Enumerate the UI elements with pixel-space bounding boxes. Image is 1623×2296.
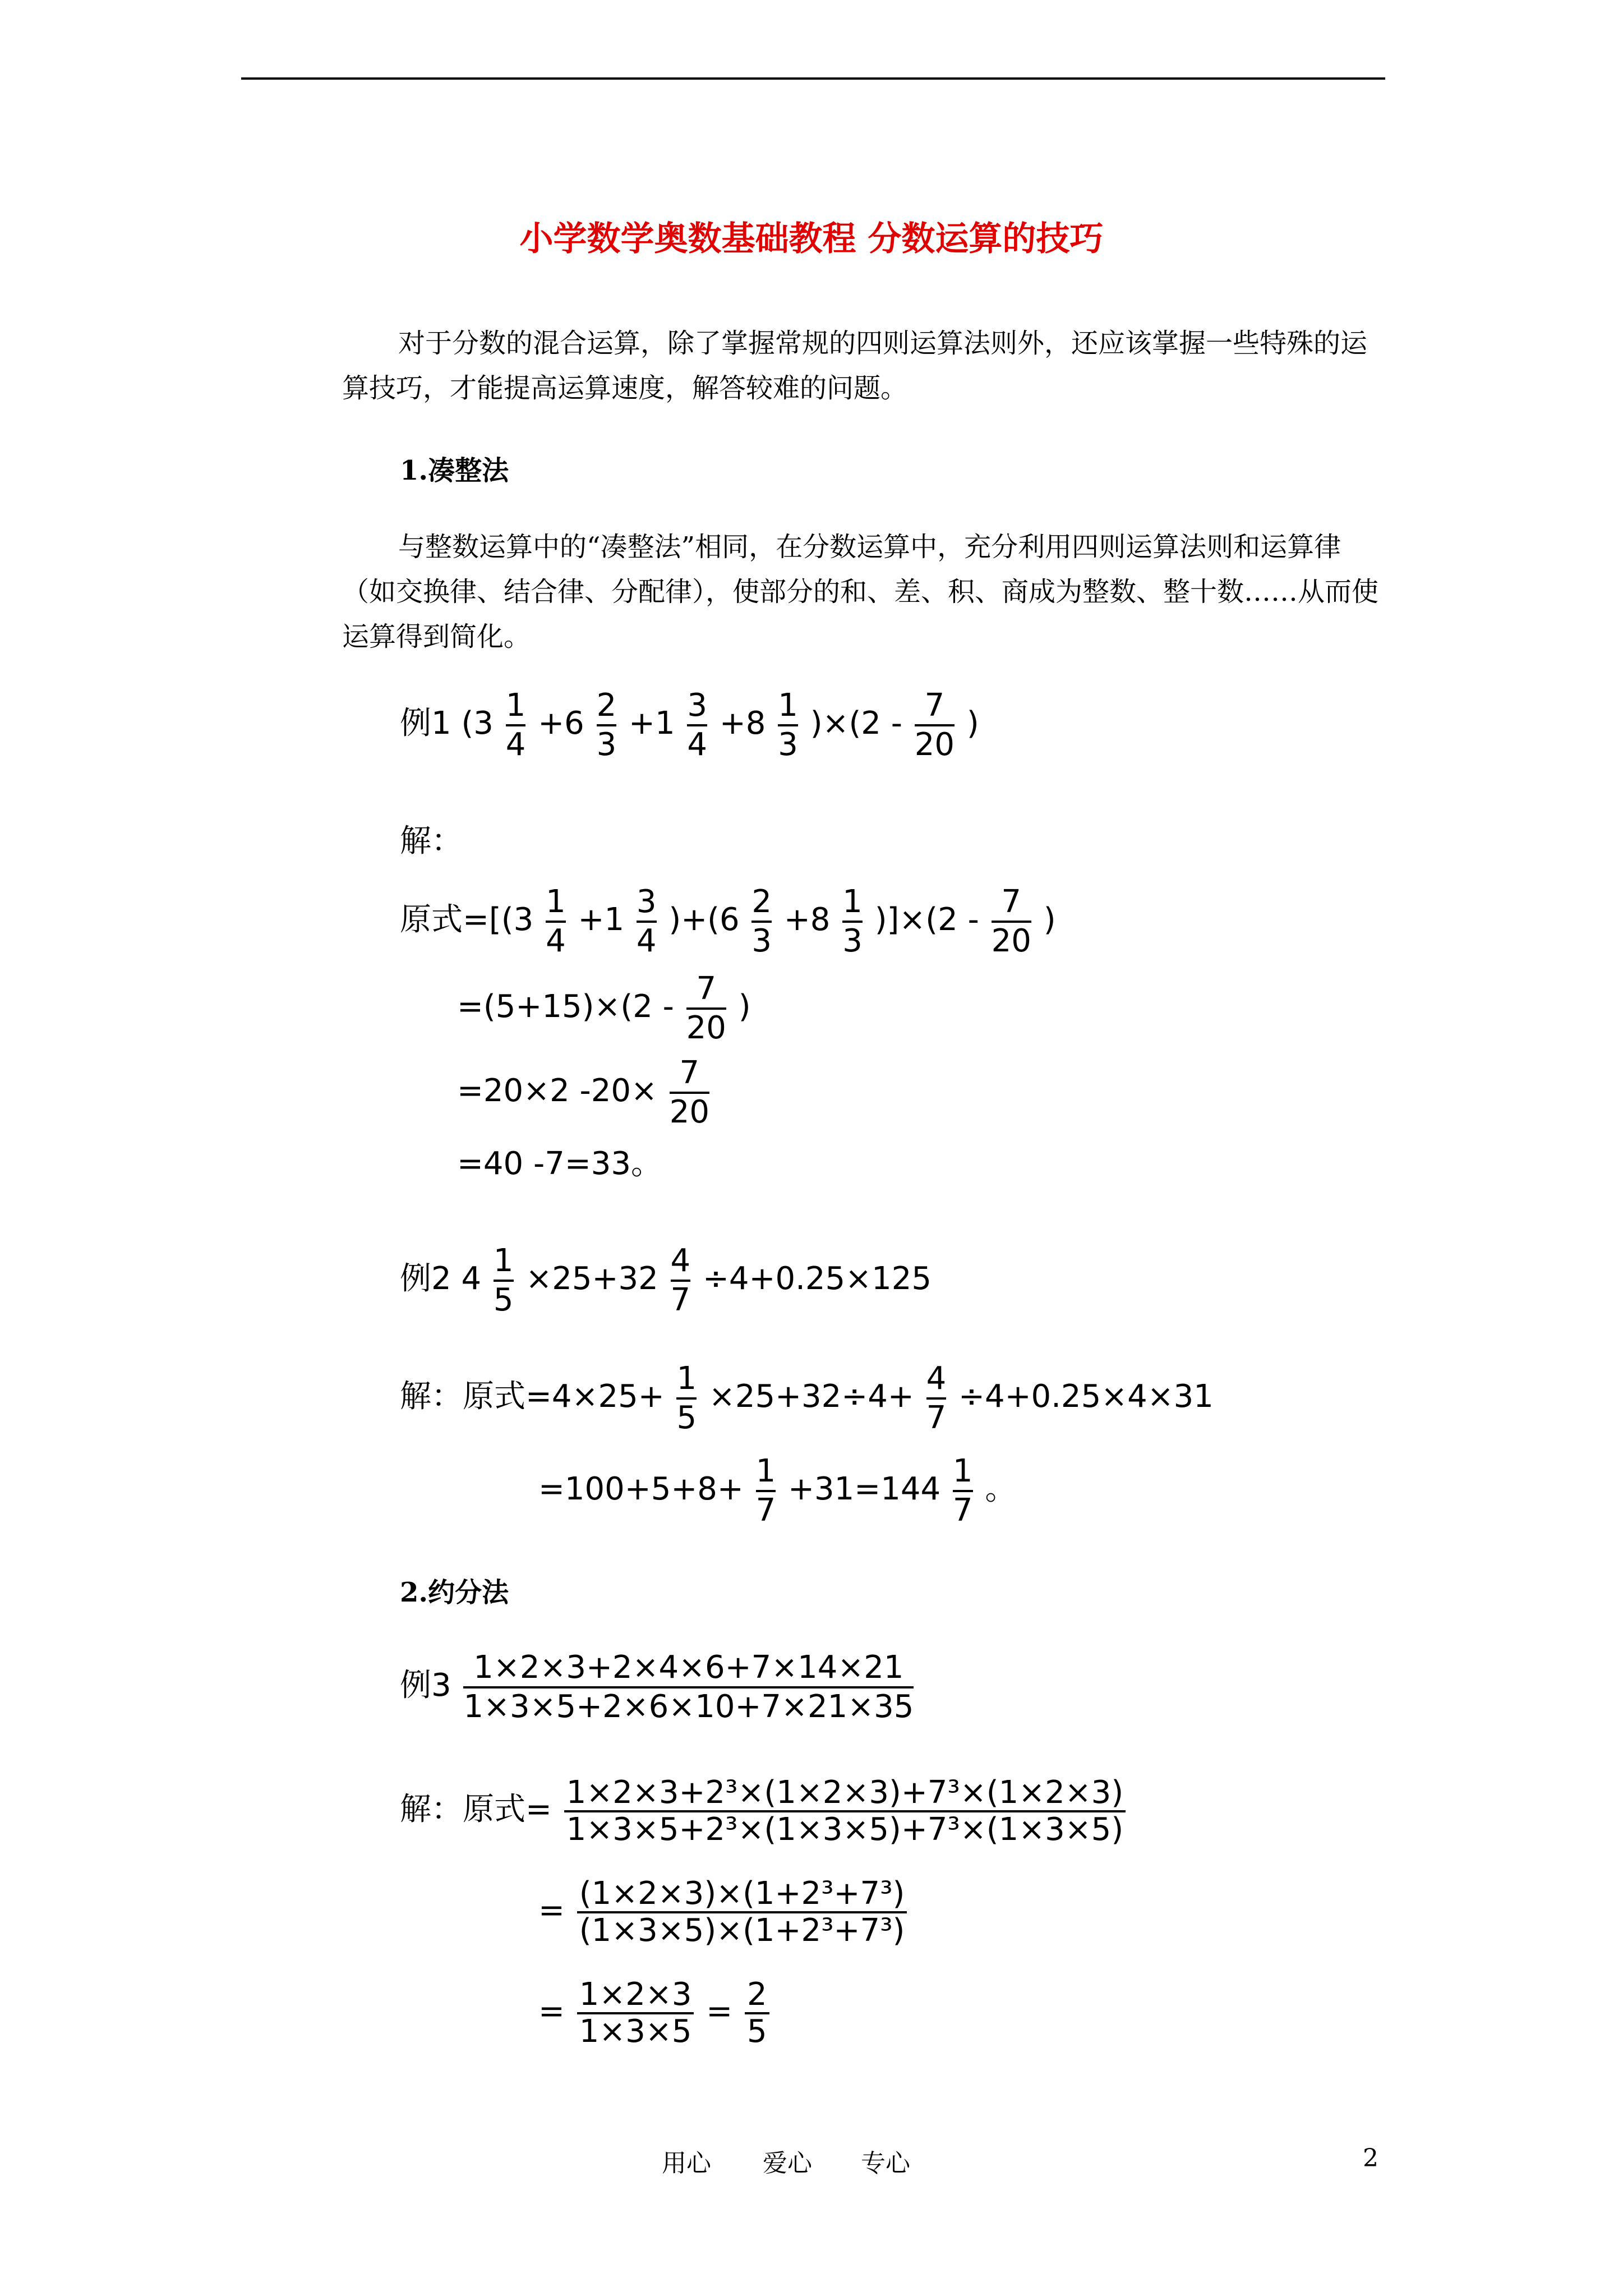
math-text: =20×2 -20× (457, 1073, 657, 1110)
footer-word-3: 专心 (861, 2149, 910, 2178)
math-text: =100+5+8+ (538, 1471, 744, 1508)
fraction: $\frac{3}{4}$ (687, 687, 708, 763)
solution-1-label: 解： (400, 823, 463, 859)
fraction: $\frac{1}{5}$ (676, 1360, 697, 1436)
math-text: 4 (461, 1260, 482, 1297)
math-text: 。 (985, 1471, 1017, 1508)
solution-3-line-1 (400, 1775, 1128, 1847)
solution-2-line-2 (538, 1453, 1016, 1529)
math-text: (3 (461, 705, 494, 742)
fraction: $\frac{1\times 2\times 3}{1\times 3\times 5}$ (577, 1977, 694, 2049)
solution-1-line-3 (457, 1055, 712, 1131)
math-text: ×25+32÷4+ (708, 1378, 914, 1415)
math-text: +31=144 (788, 1471, 941, 1508)
example-label: 例3 (400, 1667, 451, 1704)
math-text: ×25+32 (525, 1260, 658, 1297)
math-text: )+(6 (668, 901, 740, 938)
math-text: +8 (783, 901, 831, 938)
math-text: +6 (538, 705, 584, 742)
math-text: ) (966, 705, 979, 742)
fraction: $\frac{\text{1×2×3+2³×(1×2×3)+7³×(1×2×3)}}{\text{1×3×5+2³×(1×3×5)+7³×(1×3×5)}}$ (564, 1775, 1126, 1847)
solution-3-line-2 (538, 1876, 909, 1948)
math-text: +1 (629, 705, 675, 742)
fraction: $\frac{4}{7}$ (670, 1243, 691, 1318)
fraction: $\frac{1\times 2\times 3+2\times 4\times 6+7\times 14\times 21}{1\times 3\times 5+2\times 6\times 10+7\times 21\times 35}$ (463, 1649, 914, 1725)
fraction: $\frac{4}{7}$ (926, 1360, 947, 1436)
example-2 (400, 1243, 932, 1319)
math-text: 解：原式= (400, 1791, 552, 1828)
math-text: ÷4+0.25×4×31 (958, 1378, 1214, 1415)
fraction: $\frac{2}{3}$ (596, 687, 617, 763)
example-1 (400, 687, 979, 763)
fraction: $\frac{7}{20}$ (686, 970, 726, 1046)
solution-2-line-1 (400, 1360, 1214, 1437)
math-text: ) (1043, 901, 1056, 938)
fraction: $\frac{1}{7}$ (755, 1453, 776, 1529)
section-heading-1: 1.凑整法 (400, 455, 509, 486)
header-rule (241, 77, 1385, 80)
fraction: $\frac{1}{3}$ (842, 884, 863, 959)
fraction: $\frac{2}{3}$ (751, 884, 772, 959)
fraction: $\frac{1}{7}$ (952, 1453, 973, 1529)
math-text: = (538, 1993, 565, 2030)
math-text: )]×(2 - (874, 901, 979, 938)
fraction: $\frac{7}{20}$ (669, 1055, 709, 1130)
math-text: +8 (719, 705, 766, 742)
math-text: )×(2 - (810, 705, 902, 742)
math-text: 原式=[(3 (400, 901, 534, 938)
solution-1-line-2 (457, 970, 751, 1047)
math-text: 解：原式=4×25+ (400, 1378, 665, 1415)
section-heading-2: 2.约分法 (400, 1577, 509, 1608)
fraction: $\frac{2}{5}$ (745, 1977, 769, 2049)
example-3 (400, 1649, 916, 1726)
math-text: ) (738, 988, 751, 1025)
solution-1-line-1 (400, 884, 1056, 960)
fraction: $\frac{1}{3}$ (778, 687, 798, 763)
page-number: 2 (1363, 2144, 1378, 2173)
math-text: +1 (578, 901, 625, 938)
math-text: = (706, 1993, 733, 2030)
fraction: $\frac{1}{4}$ (546, 884, 566, 959)
section1-paragraph: 与整数运算中的“凑整法”相同，在分数运算中，充分利用四则运算法则和运算律（如交换律、结合律、分配律），使部分的和、差、积、商成为整数、整十数……从而使运算得到简化。 (342, 531, 1379, 652)
page-title: 小学数学奥数基础教程 分数运算的技巧 (519, 219, 1104, 259)
fraction: $\frac{1}{4}$ (505, 687, 526, 763)
example-label: 例1 (400, 705, 451, 742)
intro-paragraph: 对于分数的混合运算，除了掌握常规的四则运算法则外，还应该掌握一些特殊的运算技巧，才能提高运算速度，解答较难的问题。 (342, 328, 1368, 404)
footer-word-2: 爱心 (763, 2149, 812, 2178)
fraction: $\frac{1}{5}$ (493, 1243, 514, 1318)
math-text: ÷4+0.25×125 (702, 1260, 932, 1297)
fraction: $\frac{7}{20}$ (991, 884, 1031, 959)
fraction: $\frac{7}{20}$ (914, 687, 955, 763)
solution-3-line-3 (538, 1977, 772, 2049)
footer-word-1: 用心 (662, 2149, 711, 2178)
solution-1-line-4: =40 -7=33。 (457, 1145, 662, 1182)
example-label: 例2 (400, 1260, 451, 1297)
math-text: =(5+15)×(2 - (457, 988, 674, 1025)
fraction: $\frac{3}{4}$ (636, 884, 657, 959)
math-text: = (538, 1892, 565, 1929)
fraction: $\frac{\text{(1×2×3)×(1+2³+7³)}}{\text{(1×3×5)×(1+2³+7³)}}$ (577, 1876, 907, 1948)
